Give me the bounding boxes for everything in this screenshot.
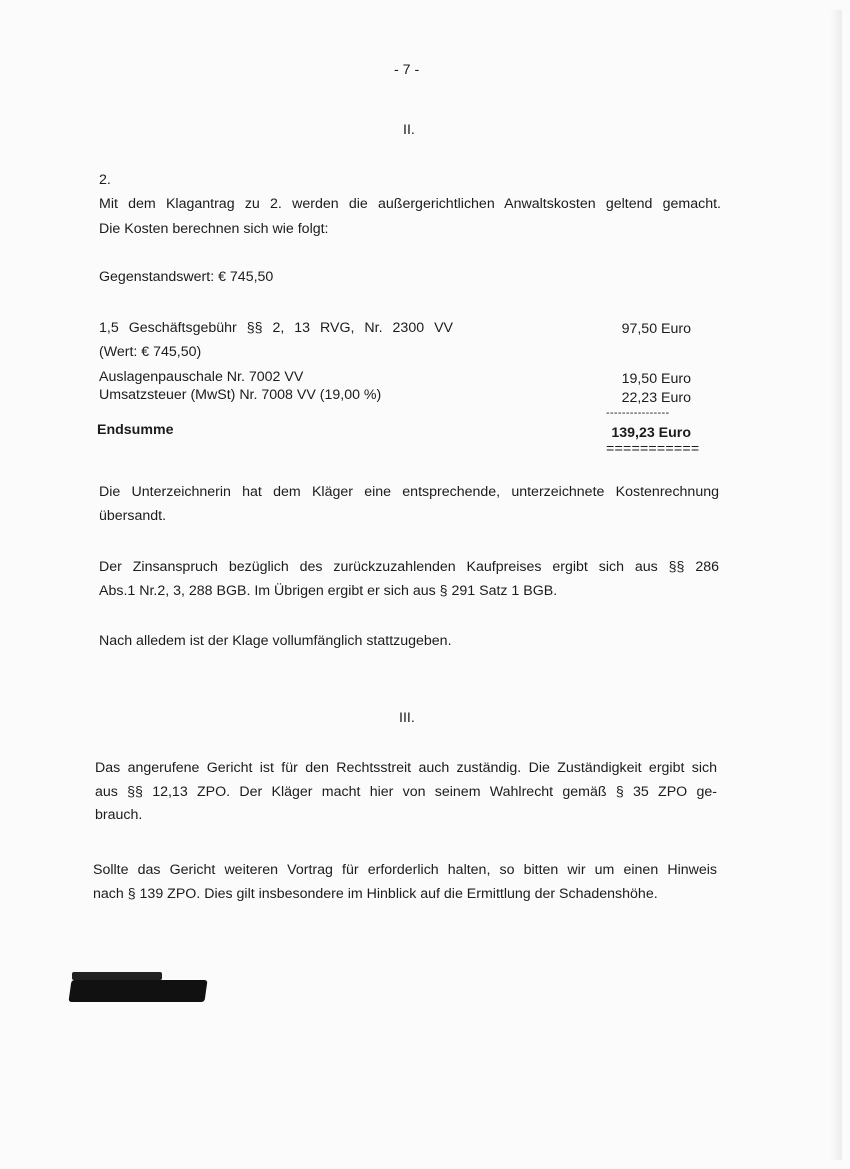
para-hinweis-line-1: Sollte das Gericht weiteren Vortrag für erforderlich halten, so bitten wir um einen Hinweis (93, 862, 717, 878)
fee-value-geschaeftsgebuehr: 97,50 Euro (621, 321, 691, 337)
para-zins-line-1: Der Zinsanspruch bezüglich des zurückzuzahlenden Kaufpreises ergibt sich aus §§ 286 (99, 559, 719, 575)
fee-label-wert: (Wert: € 745,50) (99, 344, 202, 360)
para-kostenrechnung-line-1: Die Unterzeichnerin hat dem Kläger eine entsprechende, unterzeichnete Kostenrechnung (99, 484, 719, 500)
redaction-mark (72, 972, 162, 980)
page-edge-shadow (830, 10, 842, 1160)
intro-line-2: Die Kosten berechnen sich wie folgt: (99, 221, 329, 237)
section-heading-ii: II. (403, 122, 415, 138)
redacted-signature (68, 980, 207, 1002)
section-heading-iii: III. (399, 710, 415, 726)
para-klage: Nach alledem ist der Klage vollumfänglich stattzugeben. (99, 633, 452, 649)
gegenstandswert: Gegenstandswert: € 745,50 (99, 269, 274, 285)
fee-value-umsatzsteuer: 22,23 Euro (621, 390, 691, 406)
para-hinweis-line-2: nach § 139 ZPO. Dies gilt insbesondere im Hinblick auf die Ermittlung der Schadenshöhe. (93, 886, 658, 902)
intro-line-1: Mit dem Klagantrag zu 2. werden die außergerichtlichen Anwaltskosten geltend gemacht. (99, 196, 721, 212)
para-gericht-line-2: aus §§ 12,13 ZPO. Der Kläger macht hier von seinem Wahlrecht gemäß § 35 ZPO ge- (95, 784, 717, 800)
fee-label-umsatzsteuer: Umsatzsteuer (MwSt) Nr. 7008 VV (19,00 %) (99, 387, 382, 403)
para-gericht-line-1: Das angerufene Gericht ist für den Rechtsstreit auch zuständig. Die Zuständigkeit ergibt sich (95, 760, 717, 776)
para-zins-line-2: Abs.1 Nr.2, 3, 288 BGB. Im Übrigen ergibt er sich aus § 291 Satz 1 BGB. (99, 583, 558, 599)
para-gericht-line-3: brauch. (95, 807, 143, 823)
para-kostenrechnung-line-2: übersandt. (99, 508, 167, 524)
sum-separator: ---------------- (606, 407, 670, 419)
total-value: 139,23 Euro (611, 425, 691, 441)
total-double-underline: =========== (606, 441, 700, 457)
item-number: 2. (99, 172, 111, 188)
fee-label-geschaeftsgebuehr: 1,5 Geschäftsgebühr §§ 2, 13 RVG, Nr. 2300 VV (99, 320, 453, 336)
fee-value-auslagenpauschale: 19,50 Euro (621, 371, 691, 387)
fee-label-auslagenpauschale: Auslagenpauschale Nr. 7002 VV (99, 369, 304, 385)
total-label: Endsumme (97, 422, 174, 438)
page-number: - 7 - (394, 62, 420, 78)
